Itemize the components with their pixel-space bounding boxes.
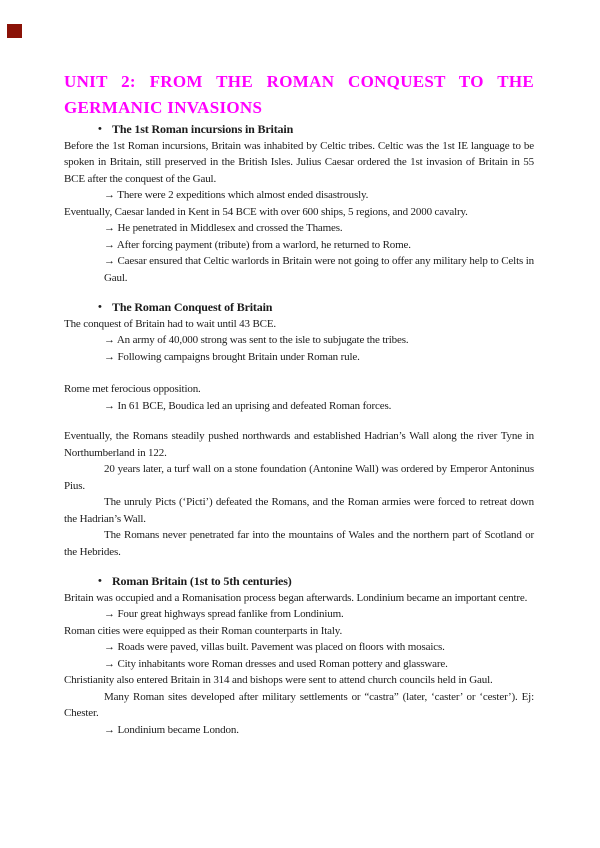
paragraph: Many Roman sites developed after military settlements or “castra” (later, ‘caster’ or ‘cester’). Ej: Chester. [64,690,534,719]
paragraph: Eventually, Caesar landed in Kent in 54 BCE with over 600 ships, 5 regions, and 2000 cavalry. [64,205,468,218]
arrow-item: → Londinium became London. [104,723,239,736]
bullet-icon: • [98,301,102,313]
arrow-icon: → [104,222,115,234]
title-line-2: GERMANIC INVASIONS [64,98,263,117]
paragraph: Before the 1st Roman incursions, Britain was inhabited by Celtic tribes. Celtic was the 1st IE language to be spoken in Britain, still preserved in the British Isles. Julius Caesar ordered the 1st invasion of Britain in 55 BCE after the conquest of the Gaul. [64,139,534,185]
arrow-icon: → [104,657,115,670]
paragraph: The unruly Picts (‘Picti’) defeated the Romans, and the Roman armies were forced to retreat down the Hadrian’s Wall. [64,496,534,525]
arrow-icon: → [104,255,115,267]
arrow-icon: → [104,399,115,412]
paragraph: Rome met ferocious opposition. [64,383,201,395]
section-heading [64,121,534,138]
arrow-item: → Roads were paved, villas built. Pavement was placed on floors with mosaics. [104,641,445,653]
corner-mark [7,24,22,38]
section-heading [64,299,534,316]
title-line-1: UNIT 2: FROM THE ROMAN CONQUEST TO THE [64,72,534,91]
arrow-icon: → [104,608,115,620]
arrow-item: → City inhabitants wore Roman dresses and used Roman pottery and glassware. [104,657,448,670]
blank-line [64,365,534,381]
blank-line [64,414,534,428]
arrow-icon: → [104,238,115,251]
section-heading-label: The Roman Conquest of Britain [112,300,273,314]
bullet-icon: • [98,123,102,135]
arrow-icon: → [104,641,115,653]
arrow-item: → Caesar ensured that Celtic warlords in Britain were not going to offer any military help to Celts in Gaul. [104,255,534,284]
document-title [64,69,534,121]
arrow-icon: → [104,334,115,346]
paragraph: Christianity also entered Britain in 314 and bishops were sent to attend church councils held in Gaul. [64,674,493,686]
arrow-icon: → [104,189,115,201]
bullet-icon: • [98,575,102,587]
arrow-item: → An army of 40,000 strong was sent to the isle to subjugate the tribes. [104,334,409,346]
arrow-item: → There were 2 expeditions which almost ended disastrously. [104,189,369,201]
arrow-item: → Following campaigns brought Britain under Roman rule. [104,350,360,363]
paragraph: 20 years later, a turf wall on a stone foundation (Antonine Wall) was ordered by Emperor Antoninus Pius. [64,463,534,492]
section-heading [64,573,534,590]
arrow-item: → After forcing payment (tribute) from a warlord, he returned to Rome. [104,238,411,251]
paragraph: Roman cities were equipped as their Roman counterparts in Italy. [64,624,343,637]
arrow-icon: → [104,350,115,363]
paragraph: Eventually, the Romans steadily pushed northwards and established Hadrian’s Wall along the river Tyne in Northumberland in 122. [64,430,534,459]
arrow-item: → Four great highways spread fanlike from Londinium. [104,608,344,620]
paragraph: The Romans never penetrated far into the mountains of Wales and the northern part of Scotland or the Hebrides. [64,529,534,558]
section-heading-label: The 1st Roman incursions in Britain [112,122,294,136]
section-heading-label: Roman Britain (1st to 5th centuries) [112,574,292,588]
document-content [64,69,534,738]
arrow-item: → He penetrated in Middlesex and crossed the Thames. [104,222,343,234]
paragraph: Britain was occupied and a Romanisation process began afterwards. Londinium became an important centre. [64,591,528,604]
paragraph: The conquest of Britain had to wait until 43 BCE. [64,317,277,330]
arrow-item: → In 61 BCE, Boudica led an uprising and defeated Roman forces. [104,399,392,412]
arrow-icon: → [104,723,115,736]
document-body [64,121,534,738]
